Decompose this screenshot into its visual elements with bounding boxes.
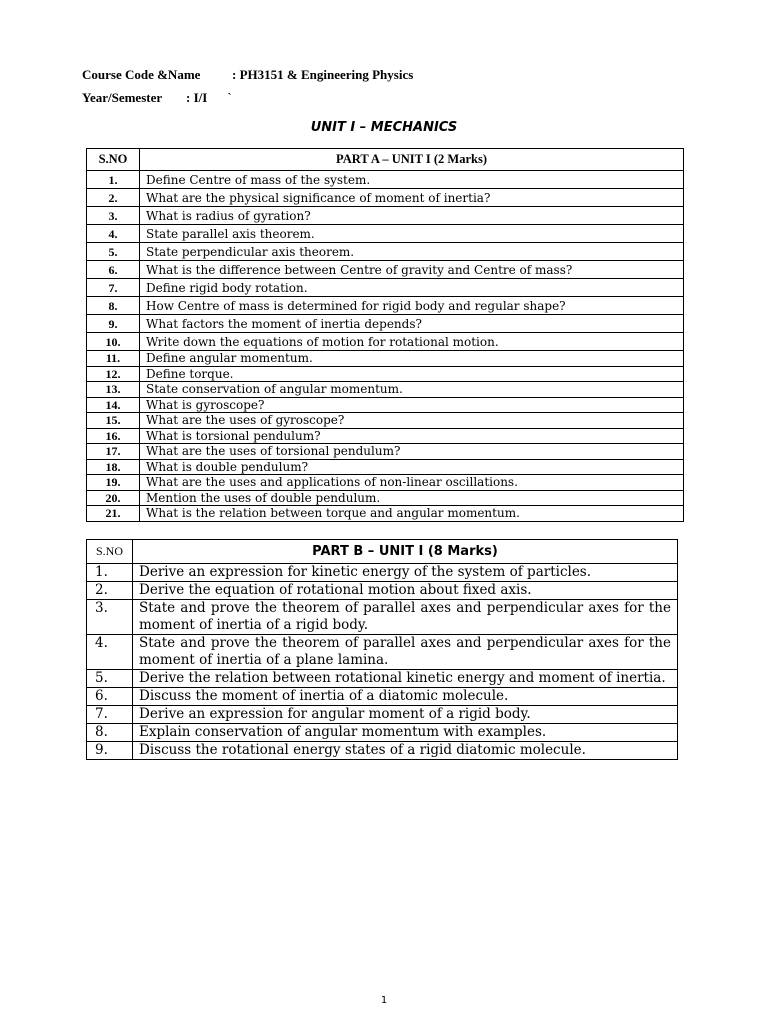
part-a-question: What are the uses of torsional pendulum?: [140, 444, 684, 460]
part-b-row: [87, 564, 678, 582]
part-a-sno-header: S.NO: [87, 149, 140, 171]
part-a-row: [87, 189, 684, 207]
part-b-row: [87, 706, 678, 724]
part-b-question: Discuss the moment of inertia of a diatomic molecule.: [133, 688, 678, 706]
part-a-question: Define Centre of mass of the system.: [140, 171, 684, 189]
part-a-row: [87, 207, 684, 225]
year-line: [82, 90, 232, 106]
part-a-question: How Centre of mass is determined for rigid body and regular shape?: [140, 297, 684, 315]
part-b-row: [87, 688, 678, 706]
part-a-question: What factors the moment of inertia depends?: [140, 315, 684, 333]
part-b-title: PART B – UNIT I (8 Marks): [133, 540, 678, 564]
part-a-row: [87, 366, 684, 382]
part-a-question: State conservation of angular momentum.: [140, 382, 684, 398]
part-a-row: [87, 261, 684, 279]
part-b-number: 3.: [87, 600, 133, 635]
part-a-row: [87, 297, 684, 315]
part-b-number: 2.: [87, 582, 133, 600]
part-a-question: What are the physical significance of moment of inertia?: [140, 189, 684, 207]
part-a-question: State parallel axis theorem.: [140, 225, 684, 243]
part-b-row: [87, 670, 678, 688]
part-b-table: [86, 539, 678, 760]
part-a-number: 17.: [87, 444, 140, 460]
part-a-row: [87, 351, 684, 367]
part-b-sno-header: S.NO: [87, 540, 133, 564]
part-b-row: [87, 635, 678, 670]
part-a-question: Define torque.: [140, 366, 684, 382]
part-a-number: 8.: [87, 297, 140, 315]
part-a-row: [87, 506, 684, 522]
part-b-header-row: [87, 540, 678, 564]
part-a-row: [87, 459, 684, 475]
stray-mark: `: [227, 90, 232, 105]
part-a-title: PART A – UNIT I (2 Marks): [140, 149, 684, 171]
part-a-number: 21.: [87, 506, 140, 522]
part-b-row: [87, 742, 678, 760]
part-a-number: 11.: [87, 351, 140, 367]
part-b-number: 5.: [87, 670, 133, 688]
part-a-row: [87, 413, 684, 429]
part-a-question: Write down the equations of motion for rotational motion.: [140, 333, 684, 351]
part-a-question: What are the uses of gyroscope?: [140, 413, 684, 429]
part-a-row: [87, 444, 684, 460]
part-a-number: 18.: [87, 459, 140, 475]
part-a-number: 15.: [87, 413, 140, 429]
part-a-number: 6.: [87, 261, 140, 279]
part-b-question: Derive the equation of rotational motion about fixed axis.: [133, 582, 678, 600]
part-a-number: 7.: [87, 279, 140, 297]
part-a-number: 5.: [87, 243, 140, 261]
part-b-question: State and prove the theorem of parallel axes and perpendicular axes for the moment of inertia of a plane lamina.: [133, 635, 678, 670]
part-a-row: [87, 243, 684, 261]
year-value: : I/I: [186, 90, 208, 105]
part-a-number: 20.: [87, 490, 140, 506]
part-a-question: Define angular momentum.: [140, 351, 684, 367]
part-a-number: 19.: [87, 475, 140, 491]
part-a-row: [87, 490, 684, 506]
part-b-row: [87, 724, 678, 742]
part-a-question: What is radius of gyration?: [140, 207, 684, 225]
part-a-row: [87, 333, 684, 351]
part-a-row: [87, 397, 684, 413]
part-b-question: Discuss the rotational energy states of a rigid diatomic molecule.: [133, 742, 678, 760]
part-a-question: State perpendicular axis theorem.: [140, 243, 684, 261]
part-a-row: [87, 428, 684, 444]
part-a-number: 14.: [87, 397, 140, 413]
part-a-question: Define rigid body rotation.: [140, 279, 684, 297]
part-a-number: 2.: [87, 189, 140, 207]
page-number: 1: [380, 995, 388, 1006]
part-a-question: What is gyroscope?: [140, 397, 684, 413]
part-a-row: [87, 171, 684, 189]
part-a-number: 10.: [87, 333, 140, 351]
part-b-question: Derive the relation between rotational kinetic energy and moment of inertia.: [133, 670, 678, 688]
part-a-number: 13.: [87, 382, 140, 398]
part-a-question: What is double pendulum?: [140, 459, 684, 475]
part-a-number: 12.: [87, 366, 140, 382]
part-a-question: What is the relation between torque and angular momentum.: [140, 506, 684, 522]
part-b-question: Derive an expression for angular moment of a rigid body.: [133, 706, 678, 724]
part-a-number: 1.: [87, 171, 140, 189]
part-a-number: 16.: [87, 428, 140, 444]
part-b-number: 8.: [87, 724, 133, 742]
part-a-number: 4.: [87, 225, 140, 243]
part-b-row: [87, 582, 678, 600]
part-a-question: What is torsional pendulum?: [140, 428, 684, 444]
part-b-number: 7.: [87, 706, 133, 724]
course-label: Course Code &Name: [82, 67, 201, 82]
part-a-question: What is the difference between Centre of gravity and Centre of mass?: [140, 261, 684, 279]
part-a-row: [87, 315, 684, 333]
part-b-question: State and prove the theorem of parallel axes and perpendicular axes for the moment of inertia of a rigid body.: [133, 600, 678, 635]
part-a-row: [87, 382, 684, 398]
part-b-question: Explain conservation of angular momentum with examples.: [133, 724, 678, 742]
part-a-row: [87, 225, 684, 243]
part-b-number: 9.: [87, 742, 133, 760]
year-label: Year/Semester: [82, 90, 163, 105]
part-a-number: 3.: [87, 207, 140, 225]
part-b-row: [87, 600, 678, 635]
course-value: : PH3151 & Engineering Physics: [232, 67, 414, 82]
part-b-number: 1.: [87, 564, 133, 582]
unit-title: UNIT I – MECHANICS: [310, 120, 458, 135]
part-b-number: 6.: [87, 688, 133, 706]
part-b-number: 4.: [87, 635, 133, 670]
part-b-question: Derive an expression for kinetic energy of the system of particles.: [133, 564, 678, 582]
part-a-row: [87, 475, 684, 491]
part-a-header-row: [87, 149, 684, 171]
part-a-row: [87, 279, 684, 297]
course-line: [82, 67, 413, 83]
part-a-question: What are the uses and applications of non-linear oscillations.: [140, 475, 684, 491]
part-a-table: [86, 148, 684, 522]
part-a-number: 9.: [87, 315, 140, 333]
part-a-question: Mention the uses of double pendulum.: [140, 490, 684, 506]
